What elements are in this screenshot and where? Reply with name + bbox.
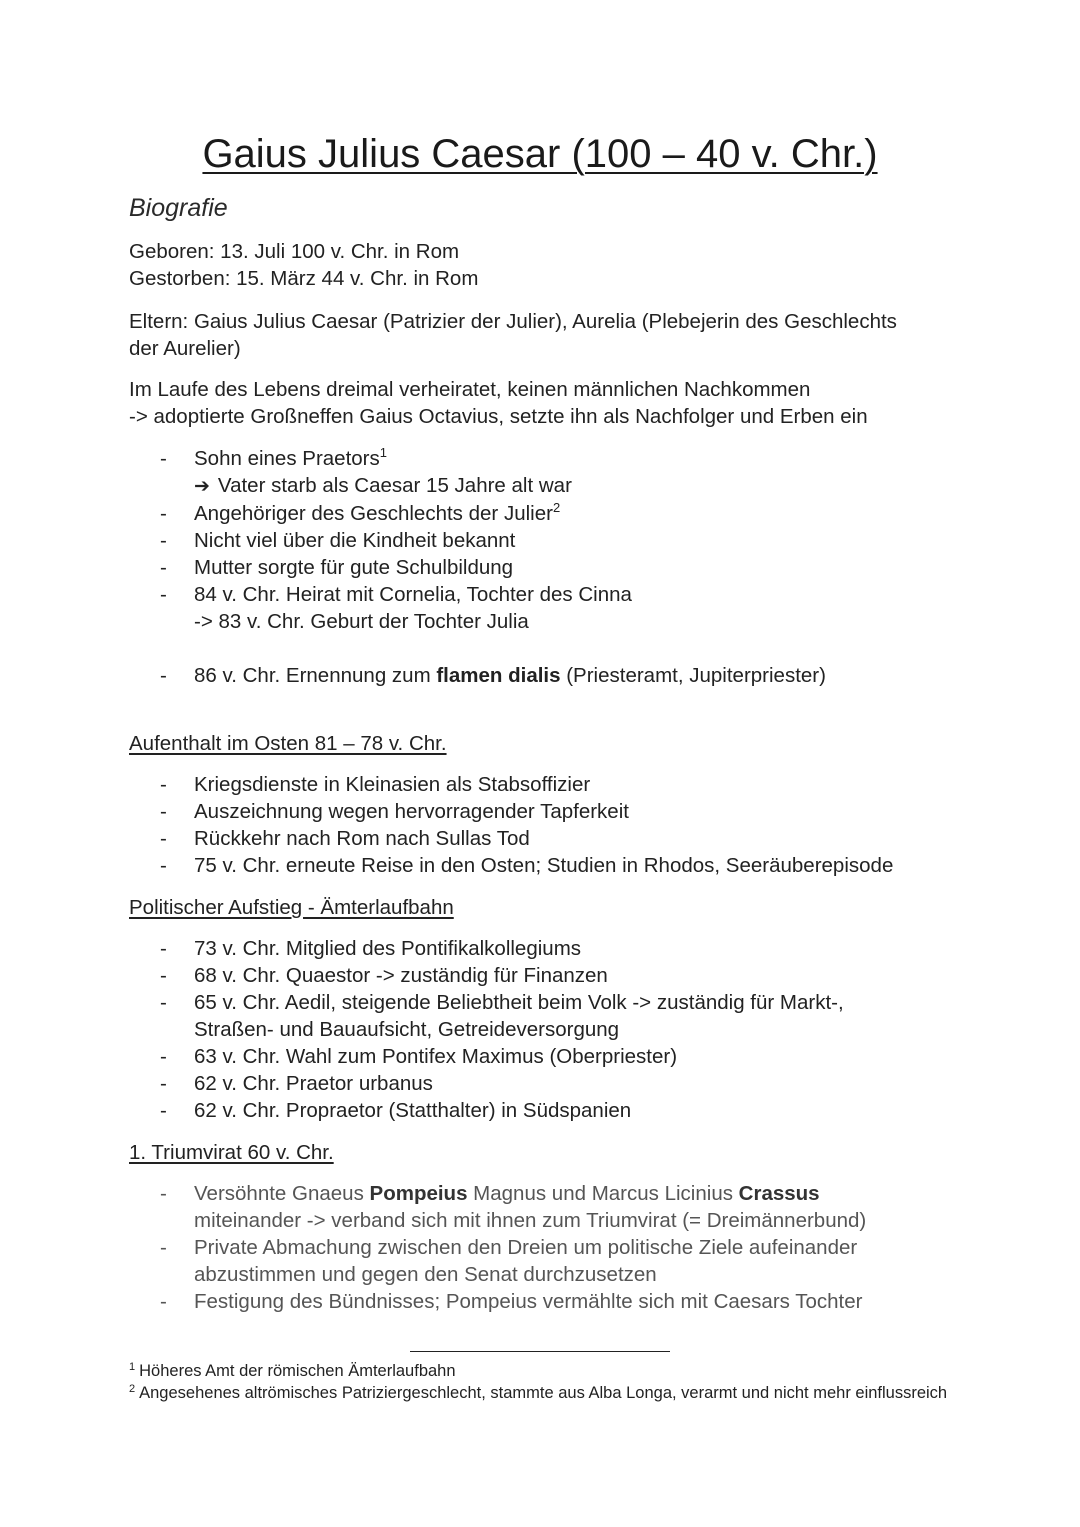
list-dash: - <box>160 556 167 579</box>
list-item-text: Angehöriger des Geschlechts der Julier$^2$ <box>194 500 561 525</box>
list-dash: - <box>160 664 167 687</box>
list-item-text: 63 v. Chr. Wahl zum Pontifex Maximus (Oberpriester) <box>194 1045 678 1068</box>
marriage-paragraph <box>129 376 959 430</box>
list-dash: - <box>160 502 167 525</box>
list-item-text: 65 v. Chr. Aedil, steigende Beliebtheit beim Volk -> zuständig für Markt-, <box>194 991 844 1014</box>
list-item-text: 68 v. Chr. Quaestor -> zuständig für Finanzen <box>194 964 608 987</box>
heading-triumvirate: 1. Triumvirat 60 v. Chr. <box>129 1141 334 1164</box>
list-dash: - <box>160 800 167 823</box>
list-item-text: 75 v. Chr. erneute Reise in den Osten; Studien in Rhodos, Seeräuberepisode <box>194 854 894 877</box>
list-item-text: Nicht viel über die Kindheit bekannt <box>194 529 516 552</box>
list-item-text: Mutter sorgte für gute Schulbildung <box>194 556 514 579</box>
footnote-text: Angesehenes altrömisches Patriziergeschlecht, stammte aus Alba Longa, verarmt und nicht mehr einflussreich <box>139 1384 948 1402</box>
list-dash: - <box>160 1290 167 1313</box>
list-item <box>0 527 1000 554</box>
footnote-2 <box>129 1383 951 1404</box>
heading-career: Politischer Aufstieg - Ämterlaufbahn <box>129 896 454 919</box>
list-item-continuation: -> 83 v. Chr. Geburt der Tochter Julia <box>194 610 529 633</box>
list-item-text: Kriegsdienste in Kleinasien als Stabsoffizier <box>194 773 591 796</box>
list-dash: - <box>160 937 167 960</box>
triumvirate-list <box>0 1180 1000 1315</box>
flamen-dialis-term: flamen dialis <box>436 664 561 687</box>
list-item-text: 73 v. Chr. Mitglied des Pontifikalkollegiums <box>194 937 582 960</box>
list-dash: - <box>160 991 167 1014</box>
section-subtitle-biografie: Biografie <box>129 194 228 222</box>
born-line: Geboren: 13. Juli 100 v. Chr. in Rom <box>129 240 460 263</box>
list-item-text: 84 v. Chr. Heirat mit Cornelia, Tochter des Cinna <box>194 583 632 606</box>
list-dash: - <box>160 1182 167 1205</box>
list-item-continuation: miteinander -> verband sich mit ihnen zum Triumvirat (= Dreimännerbund) <box>194 1209 867 1232</box>
list-dash: - <box>160 1045 167 1068</box>
list-dash: - <box>160 1099 167 1122</box>
list-item <box>0 445 1000 500</box>
arrow-right-icon: ➔ <box>194 476 210 497</box>
list-item <box>0 771 1000 798</box>
marriage-line-2: -> adoptierte Großneffen Gaius Octavius, setzte ihn als Nachfolger und Erben ein <box>129 405 868 428</box>
list-dash: - <box>160 854 167 877</box>
list-item <box>0 581 1000 635</box>
list-item <box>0 989 1000 1043</box>
list-item-text: Versöhnte Gnaeus Pompeius Magnus und Marcus Licinius Crassus <box>194 1182 820 1205</box>
list-item-text: Festigung des Bündnisses; Pompeius vermählte sich mit Caesars Tochter <box>194 1290 863 1313</box>
list-dash: - <box>160 447 167 470</box>
list-subitem: ➔ Vater starb als Caesar 15 Jahre alt war <box>194 474 572 497</box>
footnote-separator <box>410 1351 670 1352</box>
list-dash: - <box>160 827 167 850</box>
career-list <box>0 935 1000 1124</box>
list-item-text: 62 v. Chr. Praetor urbanus <box>194 1072 433 1095</box>
footnote-ref: 1 <box>379 445 387 460</box>
list-item <box>0 1234 1000 1288</box>
list-item-continuation: abzustimmen und gegen den Senat durchzusetzen <box>194 1263 657 1286</box>
list-item-text: Private Abmachung zwischen den Dreien um politische Ziele aufeinander <box>194 1236 858 1259</box>
footnote-1 <box>129 1361 951 1382</box>
birth-death-paragraph <box>129 238 959 292</box>
list-dash: - <box>160 1236 167 1259</box>
footnote-ref: 2 <box>552 500 561 515</box>
list-item-text: Auszeichnung wegen hervorragender Tapferkeit <box>194 800 629 823</box>
parents-line-2: der Aurelier) <box>129 337 241 360</box>
marriage-line-1: Im Laufe des Lebens dreimal verheiratet, keinen männlichen Nachkommen <box>129 378 811 401</box>
list-item-text: Rückkehr nach Rom nach Sullas Tod <box>194 827 530 850</box>
list-item-text: 86 v. Chr. Ernennung zum flamen dialis (Priesteramt, Jupiterpriester) <box>194 664 826 687</box>
pompeius-name: Pompeius <box>369 1182 468 1205</box>
list-dash: - <box>160 583 167 606</box>
list-item-text: Sohn eines Praetors$^1$ <box>194 445 387 470</box>
biography-list <box>0 445 1000 689</box>
footnote-number: 1 <box>129 1361 136 1373</box>
list-item <box>0 1070 1000 1097</box>
list-item <box>0 1097 1000 1124</box>
list-item <box>0 1288 1000 1315</box>
parents-line-1: Eltern: Gaius Julius Caesar (Patrizier der Julier), Aurelia (Plebejerin des Geschlechts <box>129 310 897 333</box>
list-item <box>0 554 1000 581</box>
page-title: Gaius Julius Caesar (100 – 40 v. Chr.) <box>202 132 878 176</box>
list-item <box>0 798 1000 825</box>
list-dash: - <box>160 1072 167 1095</box>
footnote-text: Höheres Amt der römischen Ämterlaufbahn <box>139 1362 456 1380</box>
list-item <box>0 1180 1000 1234</box>
list-item-text: 62 v. Chr. Propraetor (Statthalter) in Südspanien <box>194 1099 632 1122</box>
list-item-continuation: Straßen- und Bauaufsicht, Getreideversorgung <box>194 1018 620 1041</box>
crassus-name: Crassus <box>738 1182 820 1205</box>
died-line: Gestorben: 15. März 44 v. Chr. in Rom <box>129 267 479 290</box>
list-item <box>0 662 1000 689</box>
list-dash: - <box>160 773 167 796</box>
list-dash: - <box>160 529 167 552</box>
list-item <box>0 1043 1000 1070</box>
list-item <box>0 500 1000 527</box>
heading-east: Aufenthalt im Osten 81 – 78 v. Chr. <box>129 732 447 755</box>
list-item <box>0 852 1000 879</box>
list-item <box>0 935 1000 962</box>
east-list <box>0 771 1000 879</box>
list-item <box>0 962 1000 989</box>
list-item <box>0 825 1000 852</box>
list-dash: - <box>160 964 167 987</box>
footnote-number: 2 <box>129 1383 136 1395</box>
parents-paragraph <box>129 308 959 362</box>
